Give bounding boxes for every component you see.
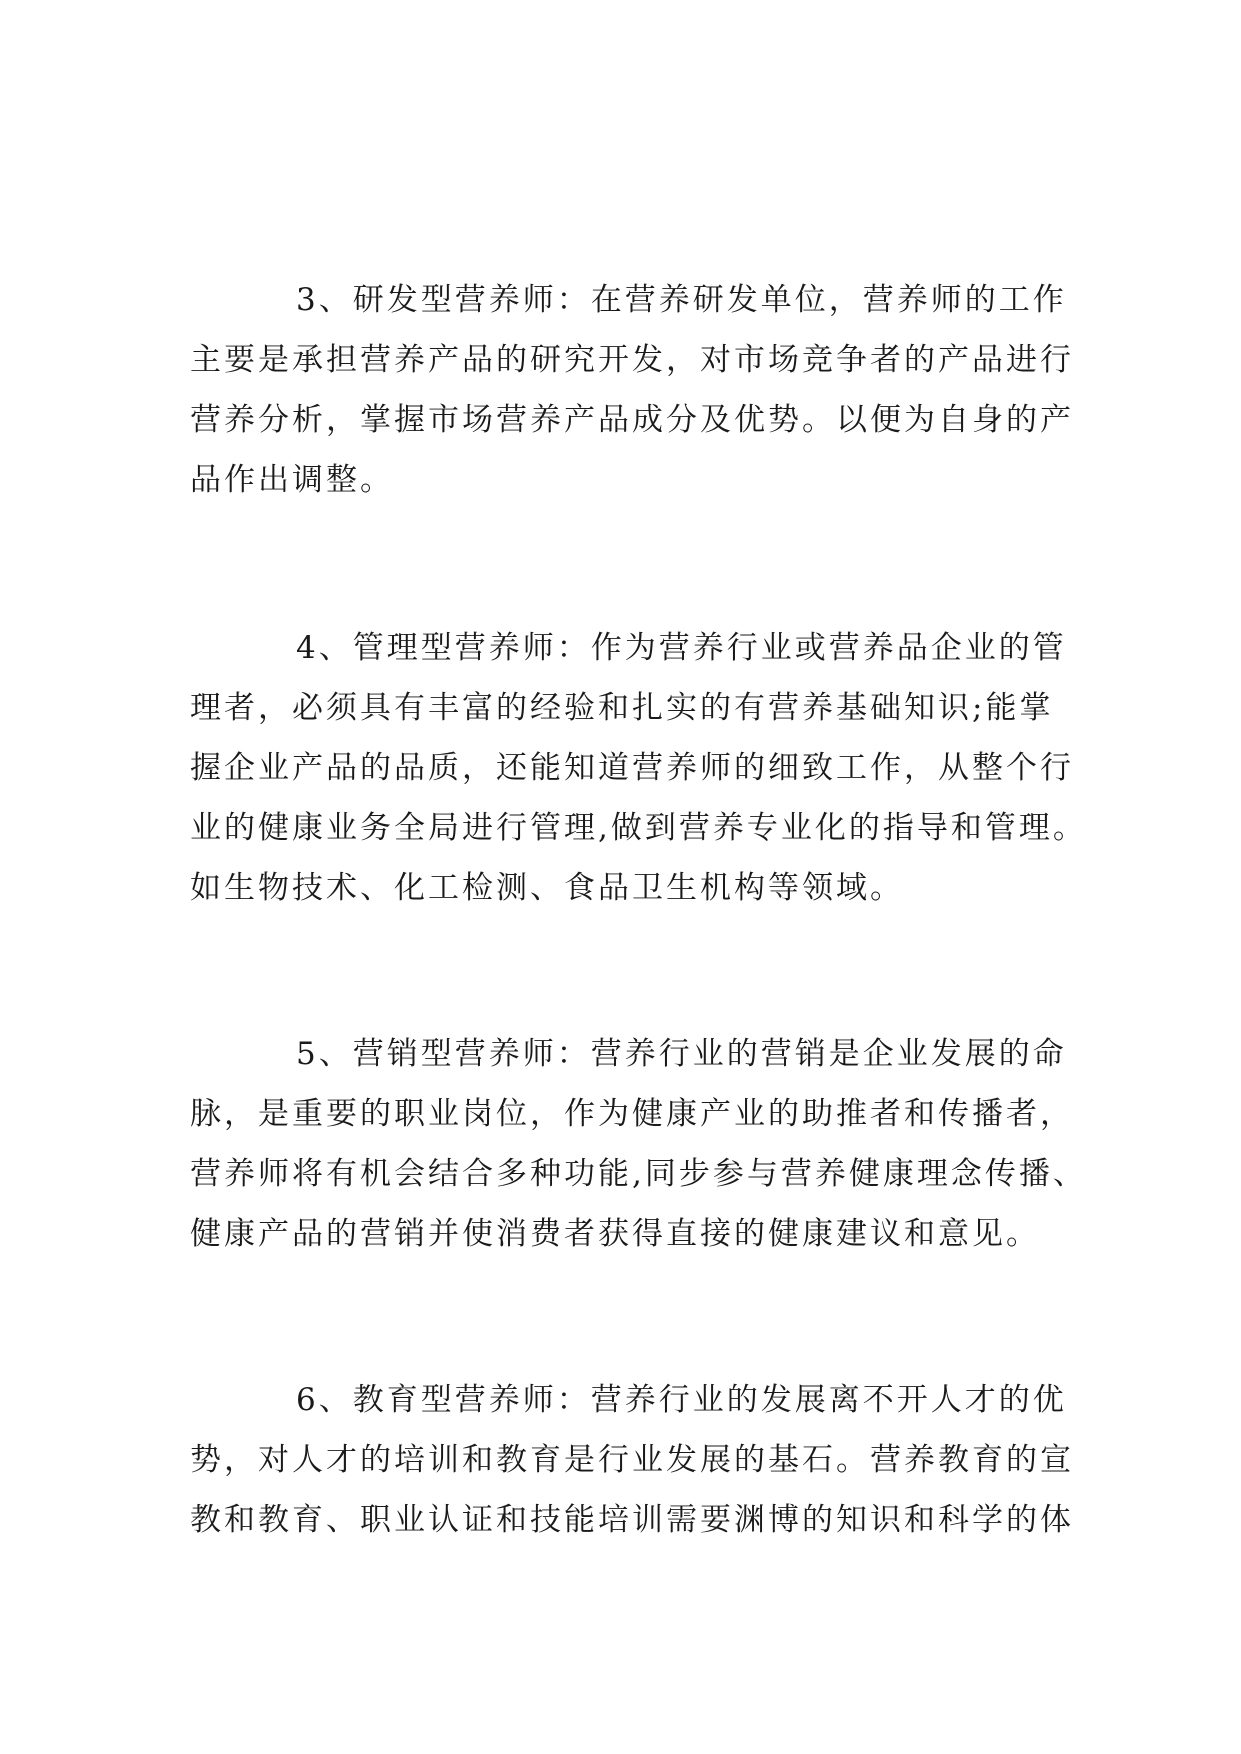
paragraph-line: 理者，必须具有丰富的经验和扎实的有营养基础知识;能掌 <box>190 690 1054 726</box>
paragraph-line: 4、管理型营养师：作为营养行业或营养品企业的管 <box>296 630 1067 666</box>
paragraph-line: 营养师将有机会结合多种功能,同步参与营养健康理念传播、 <box>190 1156 1087 1192</box>
paragraph-line: 势，对人才的培训和教育是行业发展的基石。营养教育的宣 <box>190 1442 1074 1478</box>
paragraph-line: 6、教育型营养师：营养行业的发展离不开人才的优 <box>296 1382 1067 1418</box>
paragraph-line: 健康产品的营销并使消费者获得直接的健康建议和意见。 <box>190 1216 1040 1252</box>
paragraph-line: 脉，是重要的职业岗位，作为健康产业的助推者和传播者， <box>190 1096 1074 1132</box>
paragraph-line: 主要是承担营养产品的研究开发，对市场竞争者的产品进行 <box>190 342 1074 378</box>
paragraph-line: 品作出调整。 <box>190 462 394 498</box>
paragraph-line: 如生物技术、化工检测、食品卫生机构等领域。 <box>190 870 904 906</box>
paragraph-management-nutritionist <box>190 618 1087 918</box>
paragraph-education-nutritionist <box>190 1370 1074 1550</box>
paragraph-marketing-nutritionist <box>190 1024 1087 1264</box>
paragraph-line: 握企业产品的品质，还能知道营养师的细致工作，从整个行 <box>190 750 1074 786</box>
paragraph-line: 3、研发型营养师：在营养研发单位，营养师的工作 <box>296 282 1067 318</box>
paragraph-research-nutritionist <box>190 270 1074 510</box>
paragraph-line: 营养分析，掌握市场营养产品成分及优势。以便为自身的产 <box>190 402 1074 438</box>
paragraph-line: 教和教育、职业认证和技能培训需要渊博的知识和科学的体 <box>190 1502 1074 1538</box>
paragraph-line: 5、营销型营养师：营养行业的营销是企业发展的命 <box>296 1036 1067 1072</box>
paragraph-line: 业的健康业务全局进行管理,做到营养专业化的指导和管理。 <box>190 810 1087 846</box>
